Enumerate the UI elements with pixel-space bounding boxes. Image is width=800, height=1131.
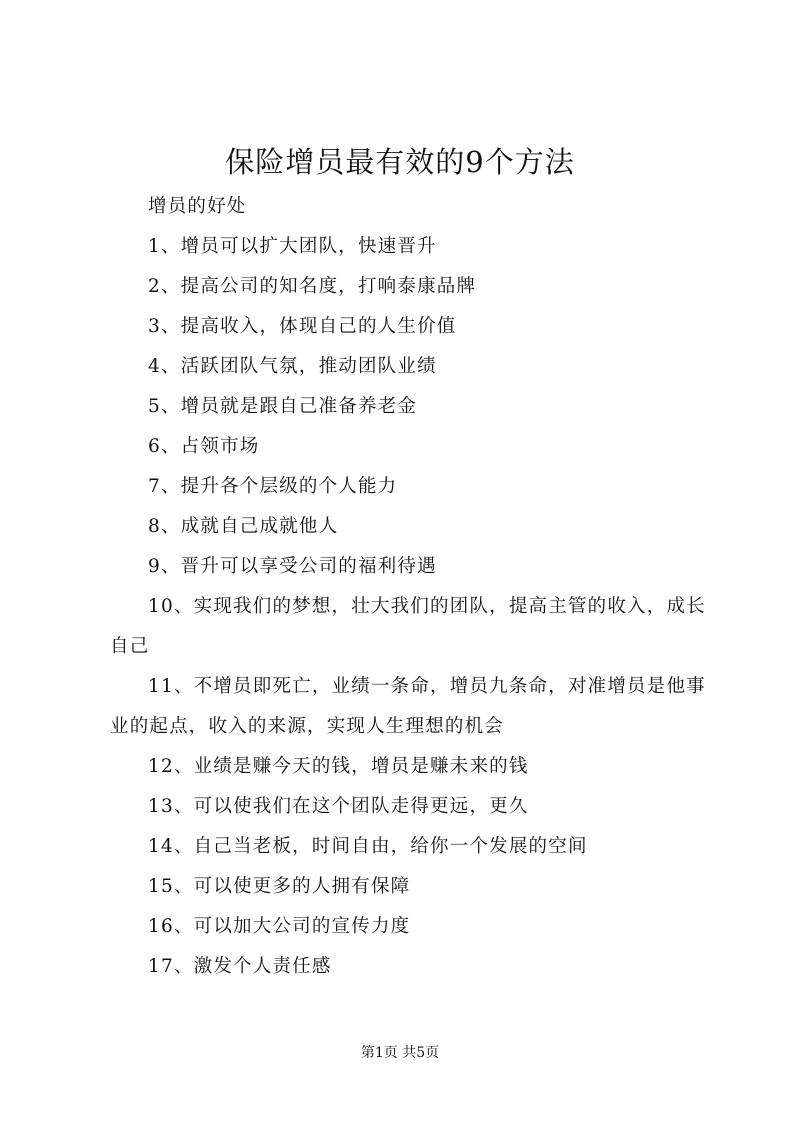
paragraph: 12、业绩是赚今天的钱，增员是赚未来的钱: [148, 756, 529, 777]
paragraph: 16、可以加大公司的宣传力度: [148, 916, 411, 937]
paragraph: 6、占领市场: [148, 436, 260, 457]
paragraph: 14、自己当老板，时间自由，给你一个发展的空间: [148, 836, 588, 857]
paragraph: 5、增员就是跟自己准备养老金: [148, 396, 418, 417]
paragraph: 8、成就自己成就他人: [148, 516, 339, 537]
paragraph: 1、增员可以扩大团队，快速晋升: [148, 236, 437, 257]
page-footer: 第1页 共5页: [360, 1045, 440, 1061]
paragraph: 11、不增员即死亡，业绩一条命，增员九条命，对准增员是他事业的起点，收入的来源，实现人生理想的机会: [110, 676, 706, 737]
paragraph: 9、晋升可以享受公司的福利待遇: [148, 556, 437, 577]
paragraph: 7、提升各个层级的个人能力: [148, 476, 398, 497]
paragraph: 增员的好处: [148, 196, 247, 217]
document-body: [110, 187, 710, 987]
paragraph: 15、可以使更多的人拥有保障: [148, 876, 411, 897]
paragraph: 10、实现我们的梦想，壮大我们的团队，提高主管的收入，成长自己: [110, 596, 706, 657]
paragraph: 3、提高收入，体现自己的人生价值: [148, 316, 457, 337]
paragraph: 17、激发个人责任感: [148, 956, 332, 977]
paragraph: 2、提高公司的知名度，打响泰康品牌: [148, 276, 477, 297]
paragraph: 4、活跃团队气氛，推动团队业绩: [148, 356, 437, 377]
document-title: 保险增员最有效的9个方法: [225, 145, 575, 179]
paragraph: 13、可以使我们在这个团队走得更远，更久: [148, 796, 529, 817]
